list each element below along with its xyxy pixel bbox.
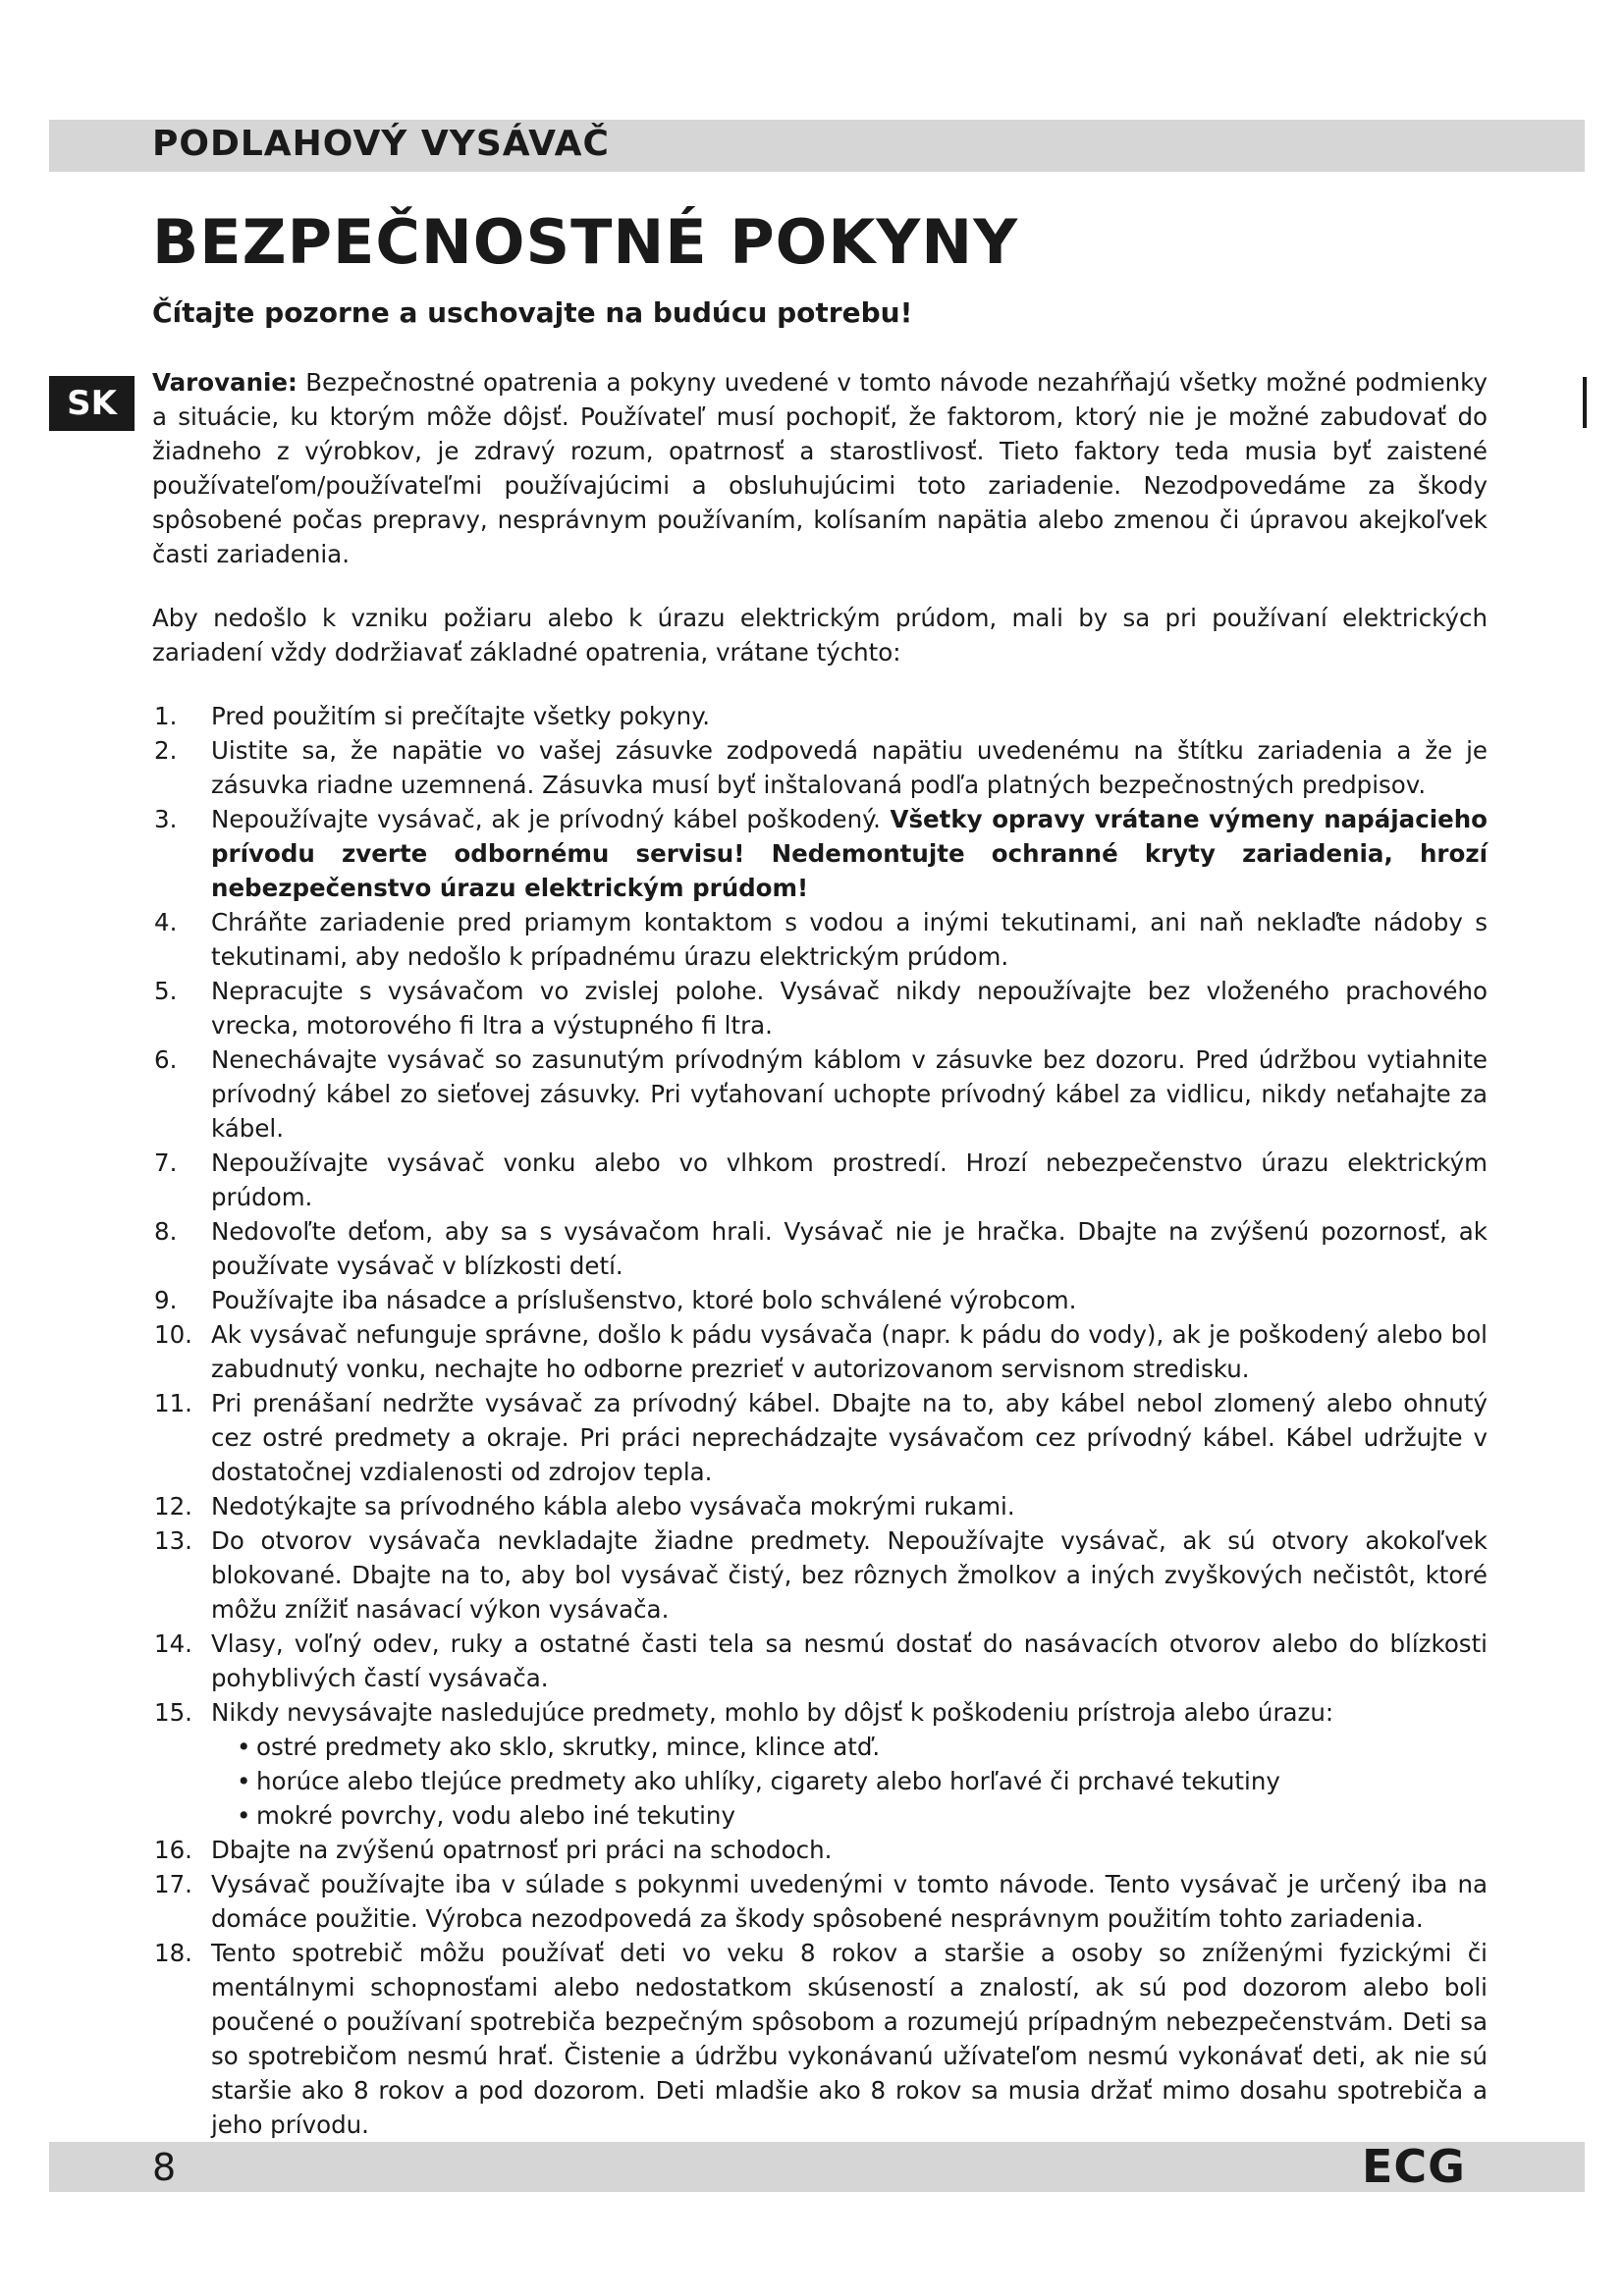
item-text: Dbajte na zvýšenú opatrnosť pri práci na schodoch. (211, 1836, 833, 1864)
item-number: 7. (154, 1148, 178, 1177)
item-number: 16. (154, 1836, 192, 1864)
list-item (152, 1695, 1488, 1833)
footer-band (49, 2142, 1585, 2192)
sub-list-item: • ostré predmety ako sklo, skrutky, mince, klince atď. (237, 1730, 1488, 1764)
page-title: BEZPEČNOSTNÉ POKYNY (152, 206, 1019, 278)
item-number: 15. (154, 1698, 192, 1727)
item-number: 5. (154, 977, 178, 1005)
item-text: Chráňte zariadenie pred priamym kontaktom s vodou a inými tekutinami, ani naň neklaďte nádoby s tekutinami, aby nedošlo k prípadnému úrazu elektrickým prúdom. (211, 908, 1488, 971)
item-text: Pri prenášaní nedržte vysávač za prívodný kábel. Dbajte na to, aby kábel nebol zlomený alebo ohnutý cez ostré predmety a okraje. Pri práci neprechádzajte vysávačom cez prívodný kábel. Kábel udržujte v dostatočnej vzdialenosti od zdrojov tepla. (211, 1389, 1488, 1486)
item-number: 8. (154, 1217, 178, 1246)
item-number: 10. (154, 1320, 192, 1349)
list-item (152, 1042, 1488, 1146)
page-number: 8 (152, 2146, 177, 2189)
item-number: 11. (154, 1389, 192, 1417)
item-number: 18. (154, 1939, 192, 1967)
list-item (152, 802, 1488, 905)
item-text: Tento spotrebič môžu používať deti vo veku 8 rokov a staršie a osoby so zníženými fyzickými či mentálnymi schopnosťami alebo nedostatkom skúseností a znalostí, ak sú pod dozorom alebo boli poučené o používaní spotrebiča bezpečným spôsobom a rozumejú prípadným nebezpečenstvám. Deti sa so spotrebičom nesmú hrať. Čistenie a údržbu vykonávanú užívateľom nesmú vykonávať deti, ak nie sú staršie ako 8 rokov a pod dozorom. Deti mladšie ako 8 rokov sa musia držať mimo dosahu spotrebiča a jeho prívodu. (211, 1939, 1488, 2139)
item-text: Nepoužívajte vysávač, ak je prívodný kábel poškodený. (211, 805, 881, 833)
language-badge: SK (49, 376, 135, 431)
item-text: Do otvorov vysávača nevkladajte žiadne predmety. Nepoužívajte vysávač, ak sú otvory akokoľvek blokované. Dbajte na to, aby bol vysávač čistý, bez rôznych žmolkov a iných zvyškových nečistôt, ktoré môžu znížiť nasávací výkon vysávača. (211, 1526, 1488, 1624)
item-number: 6. (154, 1045, 178, 1074)
sub-list-item: • mokré povrchy, vodu alebo iné tekutiny (237, 1798, 1488, 1833)
sub-list-item: • horúce alebo tlejúce predmety ako uhlíky, cigarety alebo horľavé či prchavé tekutiny (237, 1764, 1488, 1798)
item-text: Pred použitím si prečítajte všetky pokyny. (211, 702, 711, 730)
list-item (152, 1283, 1488, 1317)
list-item (152, 1386, 1488, 1489)
item-text-bold: Všetky opravy vrátane výmeny napájacieho prívodu zverte odbornému servisu! Nedemontujte ochranné kryty zariadenia, hrozí nebezpečenstvo úrazu elektrickým prúdom! (211, 805, 1488, 902)
item-number: 4. (154, 908, 178, 936)
list-item (152, 1936, 1488, 2142)
item-text: Nikdy nevysávajte nasledujúce predmety, mohlo by dôjsť k poškodeniu prístroja alebo úrazu: (211, 1698, 1334, 1727)
warning-label: Varovanie: (152, 368, 298, 397)
list-item (152, 974, 1488, 1042)
item-number: 1. (154, 702, 178, 730)
item-text: Vysávač používajte iba v súlade s pokynmi uvedenými v tomto návode. Tento vysávač je určený iba na domáce použitie. Výrobca nezodpovedá za škody spôsobené nesprávnym použitím tohto zariadenia. (211, 1870, 1488, 1933)
section-title: PODLAHOVÝ VYSÁVAČ (152, 124, 610, 164)
item-number: 13. (154, 1526, 192, 1555)
list-item (152, 905, 1488, 974)
item-number: 9. (154, 1286, 178, 1314)
item-text: Používajte iba násadce a príslušenstvo, ktoré bolo schválené výrobcom. (211, 1286, 1077, 1314)
item-text: Nepracujte s vysávačom vo zvislej polohe. Vysávač nikdy nepoužívajte bez vloženého prachového vrecka, motorového fi ltra a výstupného fi ltra. (211, 977, 1488, 1040)
warning-paragraph (152, 365, 1488, 571)
list-item (152, 1627, 1488, 1695)
item-text: Nepoužívajte vysávač vonku alebo vo vlhkom prostredí. Hrozí nebezpečenstvo úrazu elektrickým prúdom. (211, 1148, 1488, 1211)
item-text: Vlasy, voľný odev, ruky a ostatné časti tela sa nesmú dostať do nasávacích otvorov alebo do blízkosti pohyblivých častí vysávača. (211, 1629, 1488, 1692)
item-text: Uistite sa, že napätie vo vašej zásuvke zodpovedá napätiu uvedenému na štítku zariadenia a že je zásuvka riadne uzemnená. Zásuvka musí byť inštalovaná podľa platných bezpečnostných predpisov. (211, 736, 1488, 799)
list-item (152, 1523, 1488, 1627)
item-text: Nedotýkajte sa prívodného kábla alebo vysávača mokrými rukami. (211, 1492, 1015, 1521)
item-number: 3. (154, 805, 178, 833)
item-text: Nenechávajte vysávač so zasunutým prívodným káblom v zásuvke bez dozoru. Pred údržbou vytiahnite prívodný kábel zo sieťovej zásuvky. Pri vyťahovaní uchopte prívodný kábel za vidlicu, nikdy neťahajte za kábel. (211, 1045, 1488, 1143)
content (152, 365, 1488, 2142)
item-text: Nedovoľte deťom, aby sa s vysávačom hrali. Vysávač nie je hračka. Dbajte na zvýšenú pozornosť, ak používate vysávač v blízkosti detí. (211, 1217, 1488, 1280)
list-item (152, 1317, 1488, 1386)
list-item (152, 699, 1488, 733)
item-number: 2. (154, 736, 178, 765)
sub-list (211, 1730, 1488, 1833)
warning-text: Bezpečnostné opatrenia a pokyny uvedené v tomto návode nezahŕňajú všetky možné podmienky a situácie, ku ktorým môže dôjsť. Používateľ musí pochopiť, že faktorom, ktorý nie je možné zabudovať do žiadneho z výrobkov, je zdravý rozum, opatrnosť a starostlivosť. Tieto faktory teda musia byť zaistené používateľom/používateľmi používajúcimi a obsluhujúcimi toto zariadenie. Nezodpovedáme za škody spôsobené počas prepravy, nesprávnym používaním, kolísaním napätia alebo zmenou či úpravou akejkoľvek časti zariadenia. (152, 368, 1488, 568)
item-text: Ak vysávač nefunguje správne, došlo k pádu vysávača (napr. k pádu do vody), ak je poškodený alebo bol zabudnutý vonku, nechajte ho odborne prezrieť v autorizovanom servisnom stredisku. (211, 1320, 1488, 1383)
brand-logo: ECG (1362, 2140, 1466, 2193)
preface-paragraph: Aby nedošlo k vzniku požiaru alebo k úrazu elektrickým prúdom, mali by sa pri používaní elektrických zariadení vždy dodržiavať základné opatrenia, vrátane týchto: (152, 604, 1488, 667)
item-number: 12. (154, 1492, 192, 1521)
list-item (152, 1833, 1488, 1867)
list-item (152, 1489, 1488, 1523)
list-item (152, 1867, 1488, 1936)
list-item (152, 733, 1488, 802)
list-item (152, 1214, 1488, 1283)
list-item (152, 1146, 1488, 1214)
item-number: 17. (154, 1870, 192, 1898)
subtitle: Čítajte pozorne a uschovajte na budúcu potrebu! (152, 296, 913, 329)
instruction-list (152, 699, 1488, 2142)
margin-marker (1583, 377, 1587, 428)
item-number: 14. (154, 1629, 192, 1658)
